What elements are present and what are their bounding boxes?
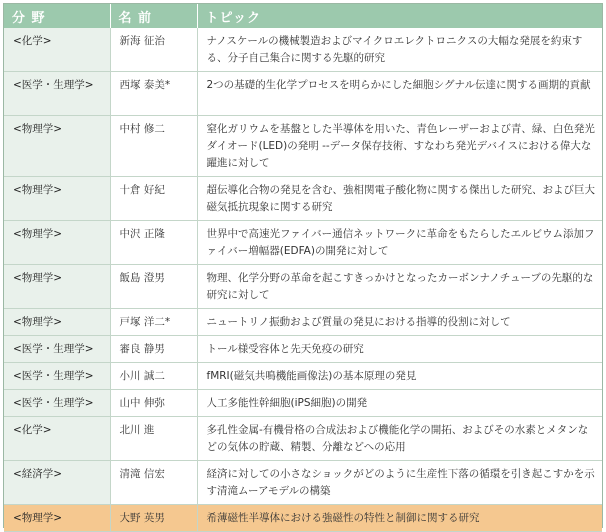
header-field: 分 野 [4, 4, 110, 28]
topic-cell: 人工多能性幹細胞(iPS細胞)の開発 [197, 390, 602, 417]
table-row [4, 72, 602, 116]
field-cell: <物理学> [4, 309, 110, 336]
name-cell: 十倉 好紀 [110, 177, 197, 221]
table-row [4, 28, 602, 72]
field-cell: <経済学> [4, 461, 110, 505]
name-cell: 小川 誠二 [110, 363, 197, 390]
topic-cell: 希薄磁性半導体における強磁性の特性と制御に関する研究 [197, 505, 602, 532]
name-cell: 中村 修二 [110, 116, 197, 177]
table-row [4, 417, 602, 461]
name-cell: 戸塚 洋二* [110, 309, 197, 336]
field-cell: <医学・生理学> [4, 390, 110, 417]
table-row [4, 177, 602, 221]
header-topic: トピック [197, 4, 602, 28]
field-cell: <医学・生理学> [4, 336, 110, 363]
name-cell: 大野 英男 [110, 505, 197, 532]
field-cell: <物理学> [4, 221, 110, 265]
topic-cell: ニュートリノ振動および質量の発見における指導的役割に対して [197, 309, 602, 336]
table-row [4, 221, 602, 265]
field-cell: <物理学> [4, 177, 110, 221]
topic-cell: ナノスケールの機械製造およびマイクロエレクトロニクスの大幅な発展を約束する、分子自己集合に関する先駆的研究 [197, 28, 602, 72]
awards-table-frame [3, 3, 603, 528]
table-row [4, 336, 602, 363]
topic-cell: トール様受容体と先天免疫の研究 [197, 336, 602, 363]
awards-table [4, 4, 602, 532]
name-cell: 西塚 泰美* [110, 72, 197, 116]
name-cell: 審良 静男 [110, 336, 197, 363]
table-row [4, 363, 602, 390]
header-name: 名 前 [110, 4, 197, 28]
topic-cell: 経済に対しての小さなショックがどのように生産性下落の循環を引き起こすかを示す清滝ムーアモデルの構築 [197, 461, 602, 505]
field-cell: <物理学> [4, 265, 110, 309]
topic-cell: fMRI(磁気共鳴機能画像法)の基本原理の発見 [197, 363, 602, 390]
name-cell: 北川 進 [110, 417, 197, 461]
topic-cell: 多孔性金属-有機骨格の合成法および機能化学の開拓、およびその水素とメタンなどの気体の貯蔵、精製、分離などへの応用 [197, 417, 602, 461]
field-cell: <医学・生理学> [4, 72, 110, 116]
topic-cell: 2つの基礎的生化学プロセスを明らかにした細胞シグナル伝達に関する画期的貢献 [197, 72, 602, 116]
name-cell: 清滝 信宏 [110, 461, 197, 505]
name-cell: 山中 伸弥 [110, 390, 197, 417]
table-row-highlighted [4, 505, 602, 532]
topic-cell: 超伝導化合物の発見を含む、強相関電子酸化物に関する傑出した研究、および巨大磁気抵抗現象に関する研究 [197, 177, 602, 221]
name-cell: 飯島 澄男 [110, 265, 197, 309]
field-cell: <物理学> [4, 505, 110, 532]
field-cell: <物理学> [4, 116, 110, 177]
table-row [4, 309, 602, 336]
field-cell: <化学> [4, 417, 110, 461]
table-row [4, 265, 602, 309]
field-cell: <医学・生理学> [4, 363, 110, 390]
topic-cell: 窒化ガリウムを基盤とした半導体を用いた、青色レーザーおよび青、緑、白色発光ダイオード(LED)の発明 --データ保存技術、すなわち発光デバイスにおける偉大な躍進に対して [197, 116, 602, 177]
table-row [4, 461, 602, 505]
topic-cell: 物理、化学分野の革命を起こすきっかけとなったカーボンナノチューブの先駆的な研究に対して [197, 265, 602, 309]
name-cell: 中沢 正隆 [110, 221, 197, 265]
topic-cell: 世界中で高速光ファイバー通信ネットワークに革命をもたらしたエルビウム添加ファイバー増幅器(EDFA)の開発に対して [197, 221, 602, 265]
table-row [4, 390, 602, 417]
table-header-row [4, 4, 602, 28]
name-cell: 新海 征治 [110, 28, 197, 72]
table-row [4, 116, 602, 177]
field-cell: <化学> [4, 28, 110, 72]
